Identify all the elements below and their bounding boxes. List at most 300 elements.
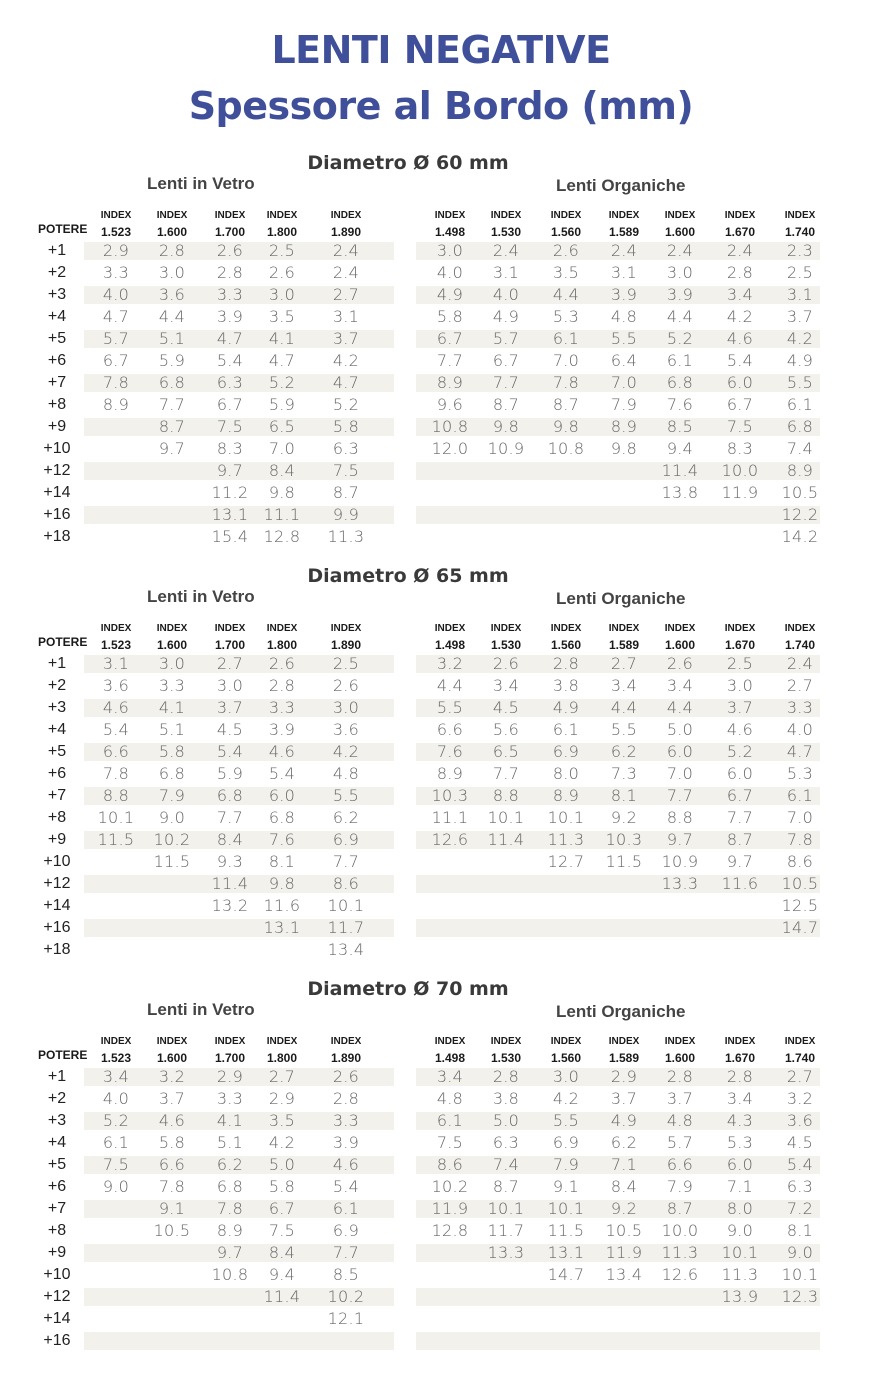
organic-thickness-cell: 8.0 (726, 1199, 754, 1218)
glass-index-header (316, 1034, 376, 1066)
organic-thickness-cell: 6.7 (726, 786, 754, 805)
glass-index-header (316, 208, 376, 240)
glass-thickness-cell: 3.0 (332, 698, 360, 717)
glass-thickness-cell: 9.7 (216, 1243, 244, 1262)
organic-thickness-cell: 8.7 (552, 395, 580, 414)
glass-thickness-cell: 9.8 (268, 874, 296, 893)
index-value: 1.890 (330, 225, 362, 239)
glass-thickness-cell: 11.4 (263, 1287, 301, 1306)
organic-thickness-cell: 2.8 (666, 1067, 694, 1086)
glass-thickness-cell: 11.4 (211, 874, 249, 893)
organic-thickness-cell: 4.9 (436, 285, 464, 304)
glass-thickness-cell: 15.4 (211, 527, 249, 546)
organic-thickness-cell: 4.2 (552, 1089, 580, 1108)
index-word: INDEX (664, 1036, 696, 1047)
organic-thickness-cell: 8.9 (436, 373, 464, 392)
power-label: +10 (43, 440, 71, 457)
glass-thickness-cell: 10.1 (97, 808, 135, 827)
glass-thickness-cell: 3.9 (216, 307, 244, 326)
organic-thickness-cell: 6.8 (786, 417, 814, 436)
glass-thickness-cell: 3.9 (332, 1133, 360, 1152)
organic-thickness-cell: 3.4 (610, 676, 638, 695)
index-word: INDEX (266, 623, 298, 634)
organic-thickness-cell: 11.3 (547, 830, 585, 849)
glass-thickness-cell: 3.7 (332, 329, 360, 348)
organic-thickness-cell: 12.5 (781, 896, 819, 915)
organic-thickness-cell: 4.3 (726, 1111, 754, 1130)
glass-thickness-cell: 2.4 (332, 263, 360, 282)
glass-thickness-cell: 6.7 (102, 351, 130, 370)
organic-thickness-cell: 4.0 (786, 720, 814, 739)
index-word: INDEX (664, 623, 696, 634)
glass-thickness-cell: 7.7 (332, 1243, 360, 1262)
glass-thickness-cell: 5.0 (268, 1155, 296, 1174)
glass-thickness-cell: 2.8 (158, 241, 186, 260)
glass-thickness-cell: 3.3 (332, 1111, 360, 1130)
organic-index-header (420, 621, 480, 653)
index-word: INDEX (784, 623, 816, 634)
organic-thickness-cell: 6.9 (552, 1133, 580, 1152)
glass-thickness-cell: 13.1 (211, 505, 249, 524)
organic-thickness-cell: 11.9 (721, 483, 759, 502)
organic-thickness-cell: 6.3 (786, 1177, 814, 1196)
organic-thickness-cell: 14.2 (781, 527, 819, 546)
glass-thickness-cell: 9.0 (102, 1177, 130, 1196)
organic-thickness-cell: 2.6 (666, 654, 694, 673)
organic-thickness-cell: 7.6 (436, 742, 464, 761)
glass-thickness-cell: 2.7 (332, 285, 360, 304)
organic-thickness-cell: 10.1 (487, 808, 525, 827)
index-word: INDEX (214, 623, 246, 634)
glass-thickness-cell: 7.0 (268, 439, 296, 458)
organic-thickness-cell: 6.9 (552, 742, 580, 761)
glass-thickness-cell: 4.7 (102, 307, 130, 326)
glass-thickness-cell: 4.6 (332, 1155, 360, 1174)
index-value: 1.560 (550, 1051, 582, 1065)
organic-thickness-cell: 8.9 (436, 764, 464, 783)
organic-index-header (650, 208, 710, 240)
glass-thickness-cell: 3.3 (102, 263, 130, 282)
glass-thickness-cell: 3.0 (158, 654, 186, 673)
index-value: 1.800 (266, 638, 298, 652)
power-label: +3 (47, 699, 67, 716)
index-word: INDEX (724, 210, 756, 221)
organic-index-header (770, 208, 830, 240)
power-label: +6 (47, 765, 67, 782)
index-value: 1.670 (724, 638, 756, 652)
glass-thickness-cell: 10.5 (153, 1221, 191, 1240)
organic-thickness-cell: 12.0 (431, 439, 469, 458)
glass-thickness-cell: 3.0 (268, 285, 296, 304)
glass-thickness-cell: 3.6 (158, 285, 186, 304)
power-label: +9 (47, 1244, 67, 1261)
glass-thickness-cell: 3.0 (216, 676, 244, 695)
glass-thickness-cell: 4.6 (268, 742, 296, 761)
glass-thickness-cell: 4.2 (332, 351, 360, 370)
organic-thickness-cell: 9.0 (786, 1243, 814, 1262)
glass-thickness-cell: 4.7 (216, 329, 244, 348)
page-subtitle: Spessore al Bordo (mm) (188, 84, 694, 128)
glass-thickness-cell: 11.2 (211, 483, 249, 502)
glass-thickness-cell: 8.4 (216, 830, 244, 849)
glass-thickness-cell: 6.5 (268, 417, 296, 436)
glass-thickness-cell: 2.9 (102, 241, 130, 260)
organic-thickness-cell: 4.9 (786, 351, 814, 370)
glass-index-header (200, 1034, 260, 1066)
organic-thickness-cell: 6.3 (492, 1133, 520, 1152)
index-value: 1.523 (100, 1051, 132, 1065)
organic-thickness-cell: 10.8 (547, 439, 585, 458)
glass-thickness-cell: 7.9 (158, 786, 186, 805)
index-word: INDEX (550, 623, 582, 634)
organic-thickness-cell: 9.8 (610, 439, 638, 458)
organic-thickness-cell: 3.0 (552, 1067, 580, 1086)
index-value: 1.530 (490, 638, 522, 652)
organic-thickness-cell: 4.4 (610, 698, 638, 717)
organic-thickness-cell: 9.0 (726, 1221, 754, 1240)
glass-thickness-cell: 6.9 (332, 1221, 360, 1240)
power-label: +5 (47, 743, 67, 760)
organic-thickness-cell: 8.0 (552, 764, 580, 783)
organic-thickness-cell: 3.1 (786, 285, 814, 304)
organic-index-header (594, 621, 654, 653)
organic-thickness-cell: 5.3 (726, 1133, 754, 1152)
organic-index-header (536, 621, 596, 653)
organic-thickness-cell: 3.9 (610, 285, 638, 304)
index-value: 1.498 (434, 638, 466, 652)
organic-heading: Lenti Organiche (556, 176, 686, 195)
glass-thickness-cell: 2.6 (268, 263, 296, 282)
organic-thickness-cell: 4.9 (610, 1111, 638, 1130)
organic-thickness-cell: 7.3 (610, 764, 638, 783)
glass-thickness-cell: 4.1 (158, 698, 186, 717)
organic-thickness-cell: 3.7 (610, 1089, 638, 1108)
organic-thickness-cell: 3.4 (726, 285, 754, 304)
index-word: INDEX (100, 210, 132, 221)
organic-thickness-cell: 5.0 (492, 1111, 520, 1130)
index-word: INDEX (214, 210, 246, 221)
organic-thickness-cell: 11.4 (487, 830, 525, 849)
organic-index-header (476, 208, 536, 240)
organic-thickness-cell: 3.1 (610, 263, 638, 282)
organic-thickness-cell: 5.0 (666, 720, 694, 739)
organic-thickness-cell: 5.3 (552, 307, 580, 326)
organic-thickness-cell: 10.1 (487, 1199, 525, 1218)
glass-thickness-cell: 2.6 (216, 241, 244, 260)
glass-thickness-cell: 4.7 (268, 351, 296, 370)
organic-thickness-cell: 6.5 (492, 742, 520, 761)
glass-heading: Lenti in Vetro (147, 174, 255, 193)
organic-thickness-cell: 6.0 (726, 764, 754, 783)
power-label: +5 (47, 330, 67, 347)
organic-thickness-cell: 6.2 (610, 742, 638, 761)
glass-thickness-cell: 6.7 (268, 1199, 296, 1218)
organic-thickness-cell: 6.0 (726, 1155, 754, 1174)
organic-thickness-cell: 4.0 (492, 285, 520, 304)
glass-thickness-cell: 4.7 (332, 373, 360, 392)
organic-thickness-cell: 6.6 (436, 720, 464, 739)
index-value: 1.890 (330, 1051, 362, 1065)
organic-index-header (710, 1034, 770, 1066)
power-label: +16 (43, 506, 71, 523)
glass-thickness-cell: 3.7 (216, 698, 244, 717)
organic-thickness-cell: 13.1 (547, 1243, 585, 1262)
organic-index-header (650, 1034, 710, 1066)
glass-thickness-cell: 2.5 (332, 654, 360, 673)
power-label: +18 (43, 528, 71, 545)
organic-thickness-cell: 12.6 (431, 830, 469, 849)
power-label: +5 (47, 1156, 67, 1173)
organic-thickness-cell: 4.2 (786, 329, 814, 348)
organic-thickness-cell: 6.1 (786, 395, 814, 414)
section-2 (0, 565, 882, 985)
organic-thickness-cell: 3.2 (436, 654, 464, 673)
organic-thickness-cell: 3.0 (666, 263, 694, 282)
organic-thickness-cell: 9.2 (610, 808, 638, 827)
index-word: INDEX (156, 210, 188, 221)
glass-thickness-cell: 6.1 (102, 1133, 130, 1152)
organic-thickness-cell: 4.8 (436, 1089, 464, 1108)
organic-thickness-cell: 5.7 (492, 329, 520, 348)
glass-thickness-cell: 6.6 (102, 742, 130, 761)
organic-thickness-cell: 9.7 (666, 830, 694, 849)
index-word: INDEX (266, 210, 298, 221)
power-label: +2 (47, 264, 67, 281)
organic-thickness-cell: 7.7 (492, 373, 520, 392)
glass-thickness-cell: 3.7 (158, 1089, 186, 1108)
organic-thickness-cell: 4.7 (786, 742, 814, 761)
organic-thickness-cell: 10.8 (431, 417, 469, 436)
glass-thickness-cell: 5.5 (332, 786, 360, 805)
potere-header: POTERE (38, 222, 88, 236)
organic-thickness-cell: 11.4 (661, 461, 699, 480)
organic-thickness-cell: 2.4 (610, 241, 638, 260)
power-label: +4 (47, 308, 67, 325)
organic-thickness-cell: 10.5 (781, 483, 819, 502)
organic-thickness-cell: 7.7 (436, 351, 464, 370)
glass-thickness-cell: 4.8 (332, 764, 360, 783)
organic-thickness-cell: 8.5 (666, 417, 694, 436)
glass-thickness-cell: 7.6 (268, 830, 296, 849)
organic-thickness-cell: 7.8 (552, 373, 580, 392)
organic-thickness-cell: 10.1 (547, 808, 585, 827)
index-word: INDEX (434, 210, 466, 221)
power-label: +14 (43, 1310, 71, 1327)
power-label: +9 (47, 418, 67, 435)
index-word: INDEX (784, 1036, 816, 1047)
glass-thickness-cell: 5.2 (102, 1111, 130, 1130)
index-value: 1.560 (550, 225, 582, 239)
glass-thickness-cell: 13.2 (211, 896, 249, 915)
organic-thickness-cell: 4.4 (666, 698, 694, 717)
organic-thickness-cell: 7.9 (552, 1155, 580, 1174)
glass-index-header (142, 1034, 202, 1066)
organic-thickness-cell: 3.0 (436, 241, 464, 260)
glass-thickness-cell: 3.2 (158, 1067, 186, 1086)
power-label: +3 (47, 1112, 67, 1129)
index-value: 1.890 (330, 638, 362, 652)
organic-thickness-cell: 9.8 (552, 417, 580, 436)
diameter-heading: Diametro Ø 60 mm (307, 152, 509, 174)
organic-thickness-cell: 13.4 (605, 1265, 643, 1284)
organic-index-header (770, 1034, 830, 1066)
organic-thickness-cell: 7.0 (552, 351, 580, 370)
organic-thickness-cell: 7.4 (786, 439, 814, 458)
organic-thickness-cell: 4.0 (436, 263, 464, 282)
power-label: +14 (43, 484, 71, 501)
organic-thickness-cell: 12.8 (431, 1221, 469, 1240)
organic-thickness-cell: 3.0 (726, 676, 754, 695)
organic-thickness-cell: 12.3 (781, 1287, 819, 1306)
power-label: +7 (47, 1200, 67, 1217)
organic-thickness-cell: 13.3 (661, 874, 699, 893)
glass-thickness-cell: 5.9 (158, 351, 186, 370)
index-value: 1.600 (156, 1051, 188, 1065)
glass-thickness-cell: 2.5 (268, 241, 296, 260)
glass-thickness-cell: 6.2 (332, 808, 360, 827)
power-label: +1 (47, 242, 67, 259)
organic-thickness-cell: 5.5 (610, 720, 638, 739)
organic-thickness-cell: 9.4 (666, 439, 694, 458)
glass-thickness-cell: 4.1 (216, 1111, 244, 1130)
organic-thickness-cell: 6.1 (552, 720, 580, 739)
power-label: +8 (47, 396, 67, 413)
glass-thickness-cell: 12.8 (263, 527, 301, 546)
glass-thickness-cell: 9.0 (158, 808, 186, 827)
organic-index-header (476, 621, 536, 653)
index-word: INDEX (156, 1036, 188, 1047)
organic-thickness-cell: 8.8 (666, 808, 694, 827)
organic-thickness-cell: 7.1 (726, 1177, 754, 1196)
organic-thickness-cell: 8.4 (610, 1177, 638, 1196)
power-label: +14 (43, 897, 71, 914)
organic-thickness-cell: 3.4 (666, 676, 694, 695)
glass-thickness-cell: 2.8 (216, 263, 244, 282)
organic-thickness-cell: 7.2 (786, 1199, 814, 1218)
glass-thickness-cell: 3.1 (332, 307, 360, 326)
organic-thickness-cell: 3.7 (666, 1089, 694, 1108)
glass-index-header (142, 208, 202, 240)
organic-thickness-cell: 3.1 (492, 263, 520, 282)
glass-thickness-cell: 6.2 (216, 1155, 244, 1174)
index-word: INDEX (490, 1036, 522, 1047)
organic-index-header (536, 208, 596, 240)
glass-thickness-cell: 6.8 (158, 373, 186, 392)
organic-thickness-cell: 7.7 (492, 764, 520, 783)
organic-thickness-cell: 2.8 (552, 654, 580, 673)
organic-thickness-cell: 13.8 (661, 483, 699, 502)
glass-thickness-cell: 4.4 (158, 307, 186, 326)
glass-thickness-cell: 3.4 (102, 1067, 130, 1086)
glass-thickness-cell: 2.4 (332, 241, 360, 260)
glass-thickness-cell: 3.6 (332, 720, 360, 739)
glass-thickness-cell: 11.1 (263, 505, 301, 524)
glass-thickness-cell: 2.7 (216, 654, 244, 673)
glass-thickness-cell: 4.1 (268, 329, 296, 348)
organic-thickness-cell: 6.4 (610, 351, 638, 370)
power-label: +1 (47, 655, 67, 672)
potere-header: POTERE (38, 1048, 88, 1062)
organic-thickness-cell: 3.2 (786, 1089, 814, 1108)
organic-index-header (594, 208, 654, 240)
glass-thickness-cell: 2.9 (268, 1089, 296, 1108)
organic-thickness-cell: 14.7 (547, 1265, 585, 1284)
glass-thickness-cell: 5.4 (332, 1177, 360, 1196)
organic-index-header (420, 1034, 480, 1066)
row-stripe (416, 1332, 820, 1350)
glass-heading: Lenti in Vetro (147, 1000, 255, 1019)
organic-thickness-cell: 8.7 (492, 1177, 520, 1196)
organic-thickness-cell: 5.5 (436, 698, 464, 717)
glass-thickness-cell: 7.8 (158, 1177, 186, 1196)
index-value: 1.700 (214, 1051, 246, 1065)
glass-thickness-cell: 3.5 (268, 307, 296, 326)
glass-thickness-cell: 3.3 (158, 676, 186, 695)
organic-thickness-cell: 8.1 (786, 1221, 814, 1240)
index-word: INDEX (156, 623, 188, 634)
organic-thickness-cell: 2.7 (610, 654, 638, 673)
organic-thickness-cell: 2.5 (726, 654, 754, 673)
glass-index-header (142, 621, 202, 653)
organic-thickness-cell: 2.8 (726, 263, 754, 282)
glass-thickness-cell: 9.3 (216, 852, 244, 871)
index-word: INDEX (100, 623, 132, 634)
organic-thickness-cell: 7.4 (492, 1155, 520, 1174)
potere-header: POTERE (38, 635, 88, 649)
organic-thickness-cell: 7.9 (610, 395, 638, 414)
glass-thickness-cell: 4.2 (268, 1133, 296, 1152)
glass-thickness-cell: 3.6 (102, 676, 130, 695)
index-word: INDEX (100, 1036, 132, 1047)
power-label: +12 (43, 462, 71, 479)
glass-index-header (316, 621, 376, 653)
index-word: INDEX (266, 1036, 298, 1047)
organic-thickness-cell: 3.9 (666, 285, 694, 304)
glass-thickness-cell: 4.5 (216, 720, 244, 739)
index-word: INDEX (550, 1036, 582, 1047)
organic-thickness-cell: 7.0 (610, 373, 638, 392)
power-label: +4 (47, 721, 67, 738)
glass-thickness-cell: 2.6 (332, 1067, 360, 1086)
glass-thickness-cell: 7.5 (332, 461, 360, 480)
organic-index-header (536, 1034, 596, 1066)
index-value: 1.600 (664, 225, 696, 239)
glass-thickness-cell: 7.5 (216, 417, 244, 436)
glass-thickness-cell: 8.4 (268, 461, 296, 480)
power-label: +6 (47, 352, 67, 369)
glass-thickness-cell: 5.8 (268, 1177, 296, 1196)
power-label: +12 (43, 1288, 71, 1305)
organic-thickness-cell: 4.4 (552, 285, 580, 304)
organic-index-header (594, 1034, 654, 1066)
index-value: 1.523 (100, 638, 132, 652)
glass-thickness-cell: 5.2 (332, 395, 360, 414)
organic-thickness-cell: 8.3 (726, 439, 754, 458)
power-label: +8 (47, 1222, 67, 1239)
index-value: 1.589 (608, 225, 640, 239)
glass-thickness-cell: 11.5 (97, 830, 135, 849)
organic-thickness-cell: 2.4 (726, 241, 754, 260)
glass-thickness-cell: 7.7 (216, 808, 244, 827)
power-label: +16 (43, 1332, 71, 1349)
index-value: 1.800 (266, 1051, 298, 1065)
index-word: INDEX (550, 210, 582, 221)
row-stripe (416, 919, 820, 937)
index-value: 1.740 (784, 1051, 816, 1065)
organic-thickness-cell: 7.9 (666, 1177, 694, 1196)
organic-thickness-cell: 10.9 (487, 439, 525, 458)
organic-thickness-cell: 11.5 (605, 852, 643, 871)
